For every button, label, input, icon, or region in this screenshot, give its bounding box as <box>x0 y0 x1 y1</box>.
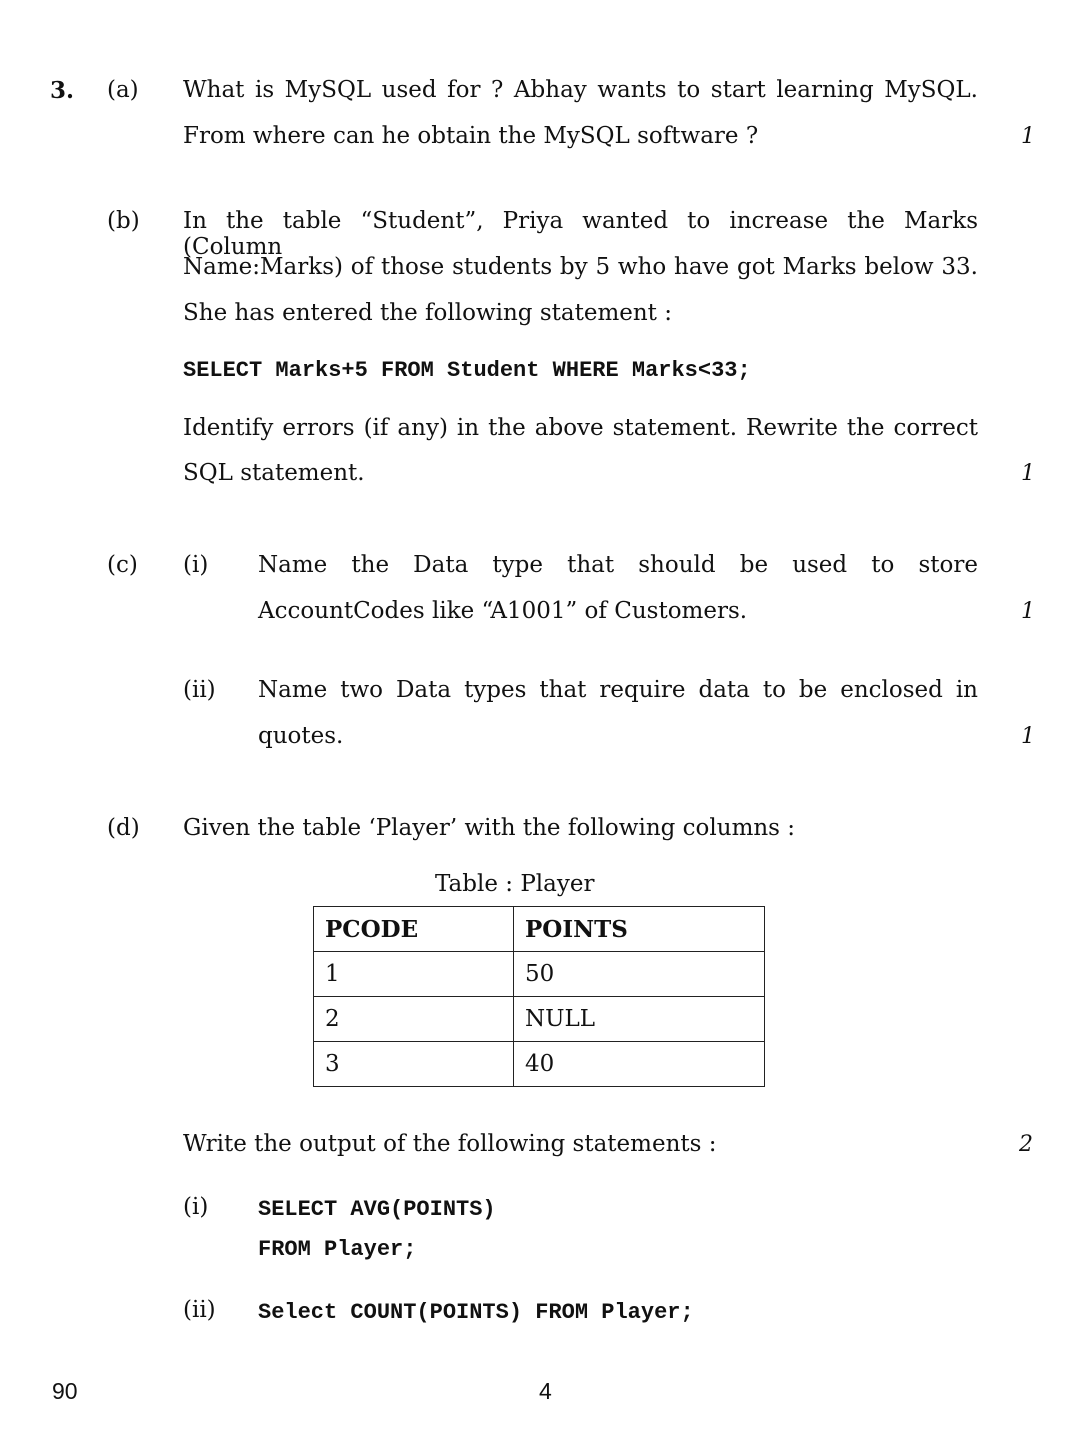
table-cell: 40 <box>514 1042 765 1087</box>
part-d-i-code-line2: FROM Player; <box>258 1237 417 1262</box>
part-c-ii-line2: quotes. <box>258 723 344 749</box>
part-c-i-line2: AccountCodes like “A1001” of Customers. <box>258 598 748 624</box>
table-header-pcode: PCODE <box>314 907 514 952</box>
table-row <box>314 997 765 1042</box>
question-number: 3. <box>50 77 75 104</box>
part-c-ii-label: (ii) <box>183 677 216 703</box>
part-d-ii-code: Select COUNT(POINTS) FROM Player; <box>258 1300 694 1325</box>
part-c-i-label: (i) <box>183 552 209 578</box>
table-cell: 50 <box>514 952 765 997</box>
part-a-label: (a) <box>107 77 139 103</box>
part-c-label: (c) <box>107 552 138 578</box>
table-row <box>314 952 765 997</box>
part-a-marks: 1 <box>1021 124 1035 149</box>
part-b-line2: Name:Marks) of those students by 5 who have got Marks below 33. <box>183 254 978 280</box>
table-caption: Table : Player <box>435 871 595 897</box>
table-cell: 2 <box>314 997 514 1042</box>
part-b-line3: She has entered the following statement : <box>183 300 672 326</box>
part-d-ii-label: (ii) <box>183 1297 216 1323</box>
part-b-sql-code: SELECT Marks+5 FROM Student WHERE Marks<33; <box>183 358 751 383</box>
part-b-line5: SQL statement. <box>183 460 365 486</box>
part-b-label: (b) <box>107 208 140 234</box>
part-d-i-code-line1: SELECT AVG(POINTS) <box>258 1197 496 1222</box>
part-a-line1: What is MySQL used for ? Abhay wants to start learning MySQL. <box>183 77 978 103</box>
part-b-marks: 1 <box>1021 461 1035 486</box>
part-b-line1: In the table “Student”, Priya wanted to increase the Marks (Column <box>183 208 978 260</box>
table-row <box>314 1042 765 1087</box>
part-c-i-line1: Name the Data type that should be used to store <box>258 552 978 578</box>
part-c-ii-marks: 1 <box>1021 724 1035 749</box>
part-d-i-label: (i) <box>183 1194 209 1220</box>
table-cell: 3 <box>314 1042 514 1087</box>
part-d-intro: Given the table ‘Player’ with the following columns : <box>183 815 796 841</box>
part-b-line4: Identify errors (if any) in the above statement. Rewrite the correct <box>183 415 978 441</box>
part-d-output-prompt: Write the output of the following statements : <box>183 1131 717 1157</box>
part-c-i-marks: 1 <box>1021 599 1035 624</box>
part-d-label: (d) <box>107 815 140 841</box>
table-cell: NULL <box>514 997 765 1042</box>
table-header-row <box>314 907 765 952</box>
part-a-line2: From where can he obtain the MySQL software ? <box>183 123 759 149</box>
table-cell: 1 <box>314 952 514 997</box>
table-header-points: POINTS <box>514 907 765 952</box>
player-table <box>313 906 765 1087</box>
part-d-marks: 2 <box>1019 1132 1033 1157</box>
part-c-ii-line1: Name two Data types that require data to be enclosed in <box>258 677 978 703</box>
footer-code: 90 <box>52 1378 78 1404</box>
page-number: 4 <box>539 1378 552 1404</box>
